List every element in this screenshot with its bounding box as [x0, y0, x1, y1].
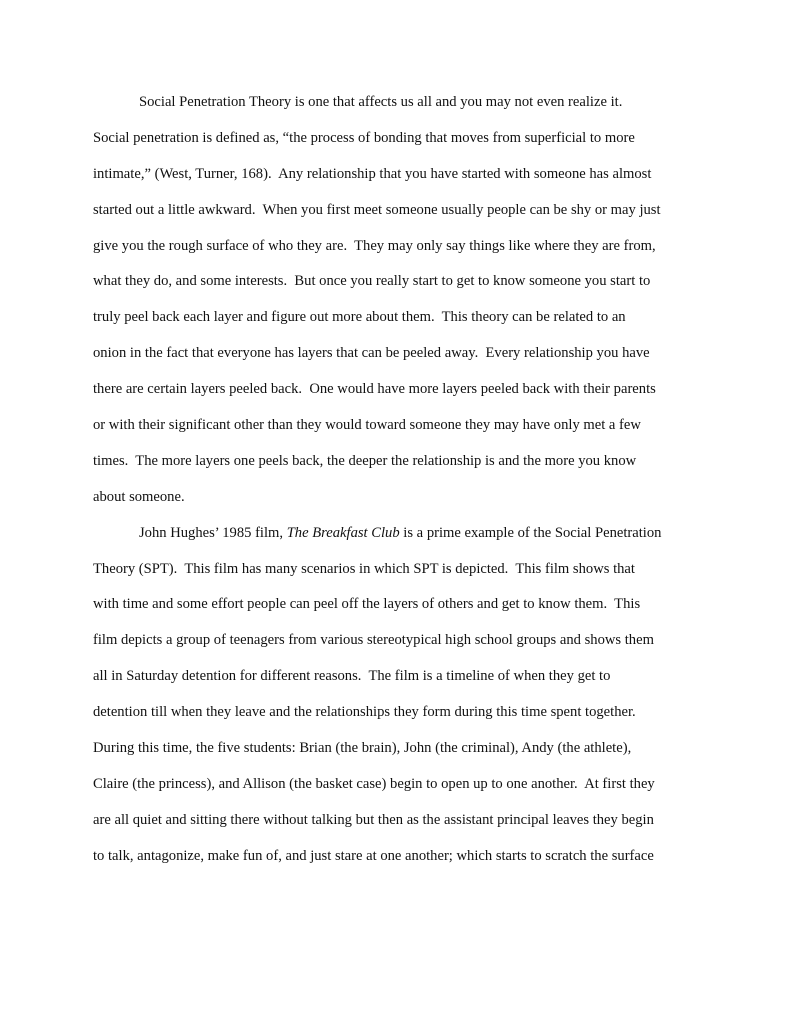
text-line: what they do, and some interests. But once you really start to get to know someone you start to	[93, 273, 651, 290]
text-line: Social Penetration Theory is one that affects us all and you may not even realize it.	[139, 94, 623, 110]
text-line: onion in the fact that everyone has layers that can be peeled away. Every relationship you have	[93, 345, 650, 362]
paragraph-social-penetration-theory	[93, 91, 701, 522]
film-title: The Breakfast Club	[286, 524, 400, 541]
document-body	[93, 91, 701, 881]
text-line: are all quiet and sitting there without talking but then as the assistant principal leaves they begin	[93, 811, 654, 828]
text-line: about someone.	[93, 488, 185, 505]
text-line: Claire (the princess), and Allison (the basket case) begin to open up to one another. At first they	[93, 775, 655, 792]
text-line: to talk, antagonize, make fun of, and just stare at one another; which starts to scratch the surface	[93, 847, 654, 864]
paragraph-breakfast-club	[93, 522, 701, 881]
text-line: truly peel back each layer and figure out more about them. This theory can be related to an	[93, 309, 626, 326]
text-line: there are certain layers peeled back. One would have more layers peeled back with their parents	[93, 381, 656, 398]
text-line: give you the rough surface of who they are. They may only say things like where they are from,	[93, 237, 656, 254]
text-line: Social penetration is defined as, “the process of bonding that moves from superficial to more	[93, 129, 635, 146]
text-line: film depicts a group of teenagers from various stereotypical high school groups and shows them	[93, 632, 654, 649]
text-line: with time and some effort people can peel off the layers of others and get to know them. This	[93, 596, 641, 613]
text-line: During this time, the five students: Brian (the brain), John (the criminal), Andy (the athlete),	[93, 740, 632, 757]
text-line: intimate,” (West, Turner, 168). Any relationship that you have started with someone has almost	[93, 165, 652, 182]
text-line: times. The more layers one peels back, the deeper the relationship is and the more you know	[93, 452, 637, 469]
text-span: is a prime example of the Social Penetration	[399, 524, 662, 541]
text-line: detention till when they leave and the relationships they form during this time spent together.	[93, 704, 636, 721]
text-line: all in Saturday detention for different reasons. The film is a timeline of when they get to	[93, 668, 611, 685]
text-line: Theory (SPT). This film has many scenarios in which SPT is depicted. This film shows that	[93, 560, 635, 577]
text-line: or with their significant other than they would toward someone they may have only met a few	[93, 417, 641, 434]
text-span: John Hughes’ 1985 film,	[139, 524, 287, 541]
text-line: started out a little awkward. When you first meet someone usually people can be shy or may just	[93, 201, 661, 218]
text-line	[93, 522, 701, 558]
